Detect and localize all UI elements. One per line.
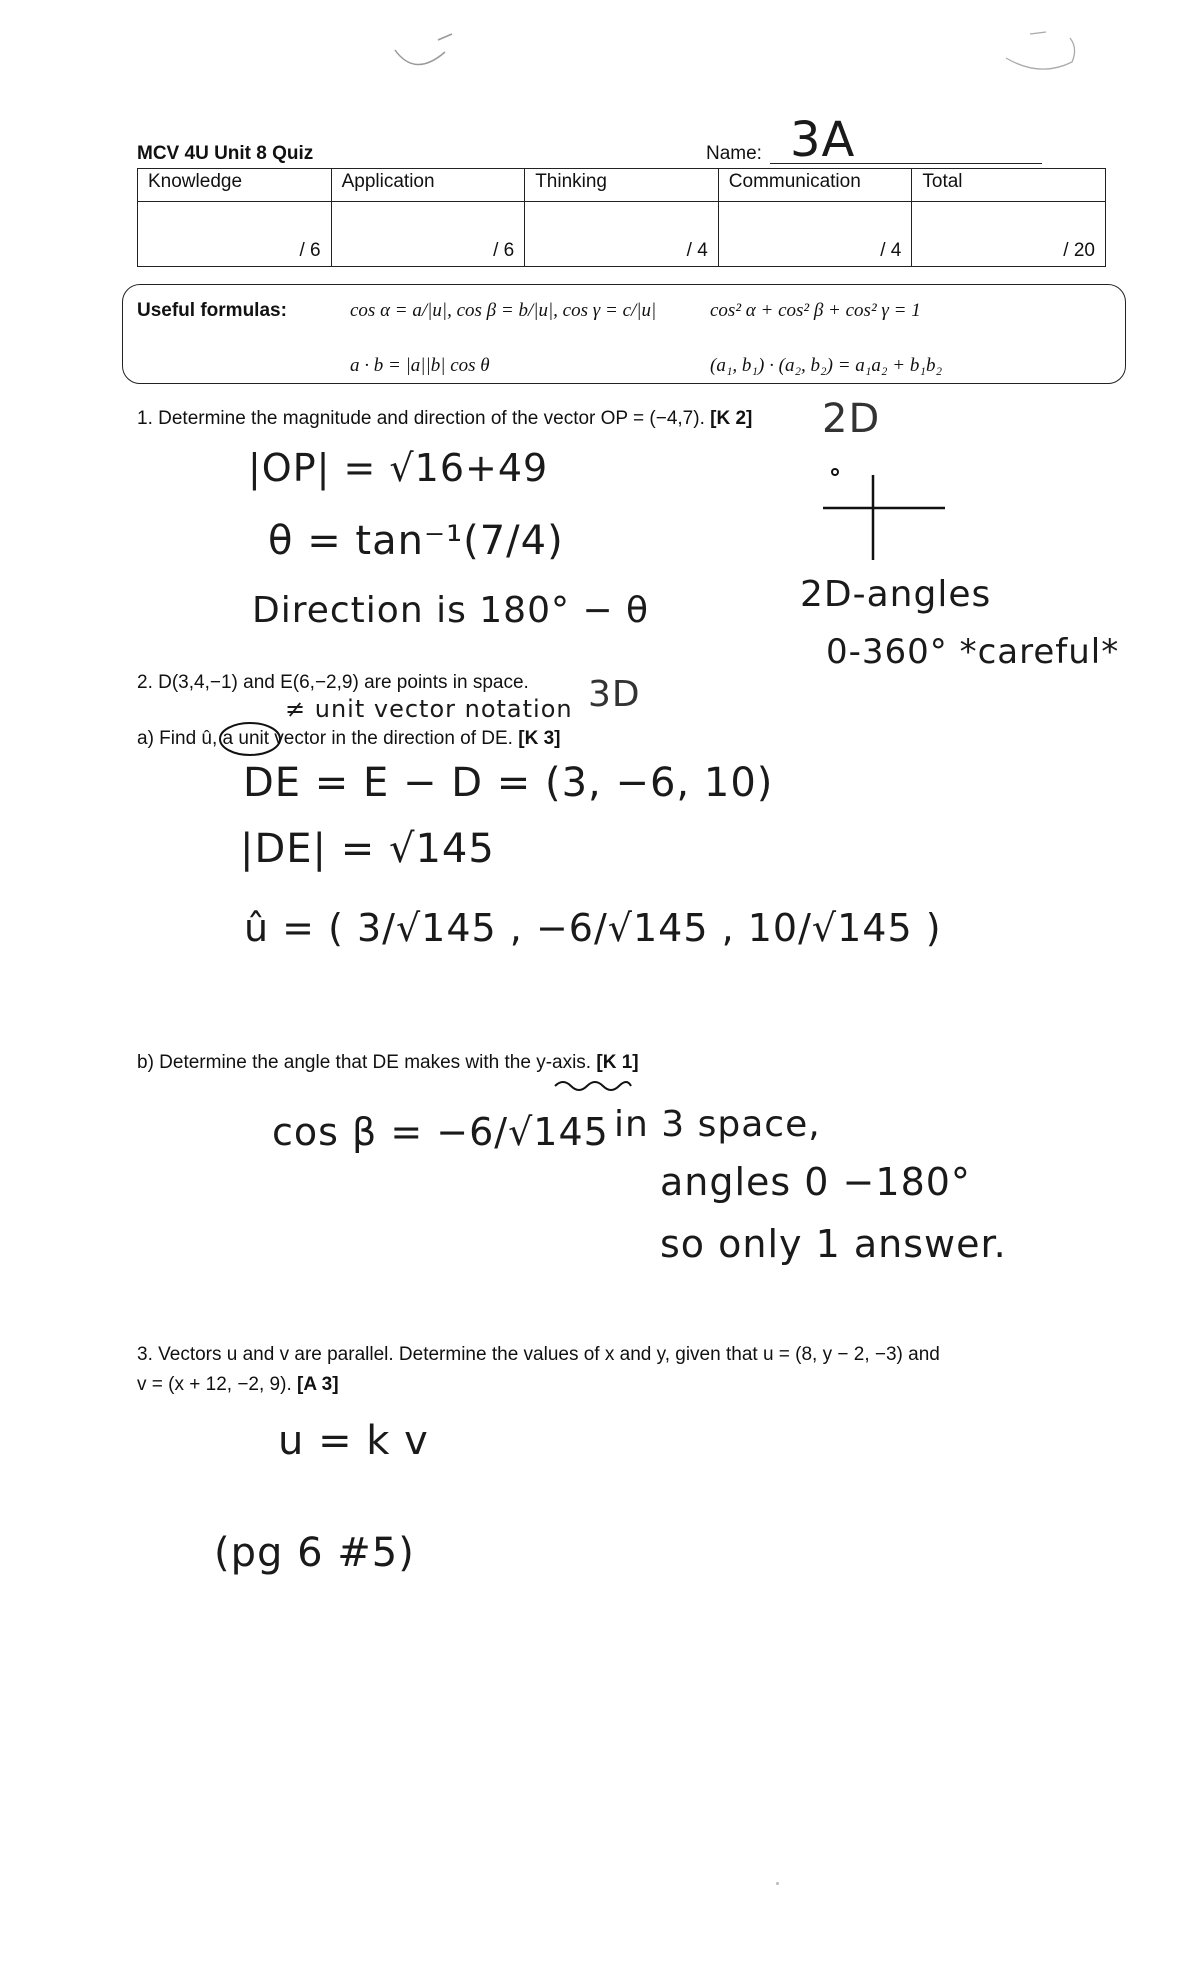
question-2a-mark: [K 3] <box>518 728 561 749</box>
unit-circled-mark <box>218 714 288 764</box>
q2b-cos-beta: cos β = −6/√145 <box>272 1110 609 1154</box>
q2a-de-vector: DE = E − D = (3, −6, 10) <box>243 760 774 806</box>
question-3-line-2 <box>137 1374 339 1396</box>
y-axis-underline-squiggle <box>553 1076 633 1096</box>
question-3-line-1: 3. Vectors u and v are parallel. Determine the values of x and y, given that u = (8, y − 2, −3) and <box>137 1344 940 1365</box>
score-table-header-row <box>138 169 1106 202</box>
question-2-stem: 2. D(3,4,−1) and E(6,−2,9) are points in space. <box>137 672 529 693</box>
dot-product-formula: a · b = |a||b| cos θ <box>350 355 490 376</box>
q1-angle-work: θ = tan⁻¹(7/4) <box>268 518 564 564</box>
q2-unit-vector-note: ≠ unit vector notation <box>285 695 573 723</box>
top-scan-mark-left <box>390 30 460 80</box>
direction-cosines-identity: cos² α + cos² β + cos² γ = 1 <box>710 300 921 321</box>
q2b-note-one-answer: so only 1 answer. <box>660 1222 1007 1266</box>
question-2a-prompt: a) Find û, a unit vector in the direction of DE. <box>137 728 513 749</box>
question-2a-text <box>137 728 560 750</box>
q3-reference-note: (pg 6 #5) <box>214 1530 415 1576</box>
q1-side-note-careful: 0-360° *careful* <box>826 632 1120 672</box>
q2a-de-magnitude: |DE| = √145 <box>240 826 495 872</box>
q1-margin-2d: 2D <box>822 396 881 442</box>
question-2b-mark: [K 1] <box>596 1052 639 1073</box>
question-3-prompt-end: v = (x + 12, −2, 9). <box>137 1374 292 1395</box>
scan-speck <box>776 1882 779 1885</box>
column-application: Application <box>331 169 525 202</box>
q3-parallel-relation: u = k v <box>278 1418 429 1464</box>
column-thinking: Thinking <box>525 169 719 202</box>
thinking-marks: / 4 <box>525 202 719 267</box>
q2-margin-3d: 3D <box>588 674 641 715</box>
knowledge-marks: / 6 <box>138 202 332 267</box>
q1-magnitude-work: |OP| = √16+49 <box>248 446 549 490</box>
column-communication: Communication <box>718 169 912 202</box>
question-1-prompt: 1. Determine the magnitude and direction of the vector OP = (−4,7). <box>137 408 705 429</box>
student-name: 3A <box>790 112 856 168</box>
q1-axes-sketch <box>815 460 955 570</box>
q2b-note-angles: angles 0 −180° <box>660 1160 971 1204</box>
question-1-mark: [K 2] <box>710 408 753 429</box>
q2a-unit-vector: û = ( 3/√145 , −6/√145 , 10/√145 ) <box>244 906 942 950</box>
question-2b-text <box>137 1052 639 1074</box>
column-total: Total <box>912 169 1106 202</box>
application-marks: / 6 <box>331 202 525 267</box>
column-knowledge: Knowledge <box>138 169 332 202</box>
component-dot-formula: (a₁, b₁) · (a₂, b₂) = a₁a₂ + b₁b₂ <box>710 355 943 376</box>
name-label: Name: <box>706 143 762 164</box>
question-3-mark: [A 3] <box>297 1374 339 1395</box>
q1-direction-work: Direction is 180° − θ <box>252 590 650 631</box>
useful-formulas-box <box>122 284 1126 384</box>
question-2b-prompt: b) Determine the angle that DE makes with the y-axis. <box>137 1052 592 1073</box>
q1-side-note-2d-angles: 2D-angles <box>800 574 992 615</box>
communication-marks: / 4 <box>718 202 912 267</box>
score-table <box>137 168 1106 267</box>
score-table-marks-row <box>138 202 1106 267</box>
q2b-note-3-space: in 3 space, <box>614 1104 821 1145</box>
top-scan-mark-right <box>1000 28 1080 78</box>
quiz-title: MCV 4U Unit 8 Quiz <box>137 143 314 164</box>
question-1-text <box>137 408 752 430</box>
formulas-label: Useful formulas: <box>137 300 287 321</box>
direction-cosines-formula: cos α = a/|u|, cos β = b/|u|, cos γ = c/|u| <box>350 300 657 321</box>
total-marks: / 20 <box>912 202 1106 267</box>
